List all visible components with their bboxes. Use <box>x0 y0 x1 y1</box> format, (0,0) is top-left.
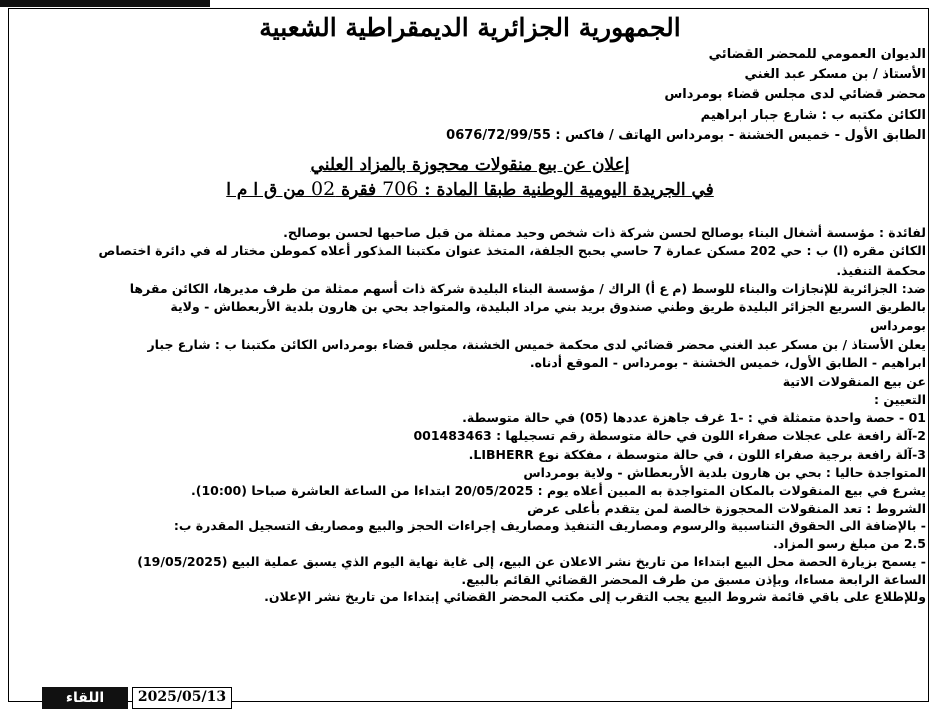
body-line: محكمة التنفيذ. <box>836 263 926 278</box>
office-address: الكائن مكتبه ب : شارع جبار ابراهيم <box>700 108 926 123</box>
body-line: ابراهيم - الطابق الأول، خميس الخشنة - بومرداس - الموقع أدناه. <box>529 355 926 370</box>
body-line: لفائدة : مؤسسة أشغال البناء بوصالح لحسن شركة ذات شخص وحيد ممثلة من قبل صاحبها لحسن بوصالح. <box>283 225 926 240</box>
announcement-title: إعلان عن بيع منقولات محجوزة بالمزاد العلني <box>310 155 630 175</box>
body-line: المتواجدة حاليا : بحي بن هارون بلدية الأربعطاش - ولاية بومرداس <box>523 465 926 480</box>
body-line: بالطريق السريع الجزائر البليدة طريق وطني صندوق بريد بني مراد البليدة، والمتواجد بحي بن هارون بلدية الأربعطاش - ولاية <box>170 299 926 314</box>
bailiff-name: الأستاذ / بن مسكر عبد الغني <box>744 67 926 82</box>
body-line: - يسمح بزيارة الحصة محل البيع ابتداءا من تاريخ نشر الاعلان عن البيع، إلى غاية نهاية اليوم الذي يسبق عملية البيع (19/05/2025) <box>137 554 926 569</box>
body-line: وللإطلاع على باقي قائمة شروط البيع يجب التقرب إلى مكتب المحضر القضائي إبتداءا من تاريخ نشر الإعلان. <box>264 589 926 604</box>
subtitle-post: من ق ا م ا <box>226 180 312 200</box>
body-line: 3-آلة رافعة برجية صفراء اللون ، في حالة متوسطة ، مفككة نوع LIBHERR. <box>468 447 926 462</box>
court-name: محضر قضائي لدى مجلس قضاء بومرداس <box>664 87 926 102</box>
body-line: 2-آلة رافعة على عجلات صفراء اللون في حالة متوسطة رقم تسجيلها : 001483463 <box>413 428 926 443</box>
paragraph-number: 02 <box>311 178 336 200</box>
body-line: عن بيع المنقولات الاتية <box>782 374 926 389</box>
body-line: يعلن الأستاذ / بن مسكر عبد الغني محضر قضائي لدى محكمة خميس الخشنة، مجلس قضاء بومرداس الكائن مكتبنا ب : شارع جبار <box>147 337 926 352</box>
body-line: 01 - حصة واحدة متمثلة في : -1 غرف جاهزة عددها (05) في حالة متوسطة. <box>462 410 926 425</box>
body-line: بومرداس <box>870 318 926 333</box>
body-line: الشروط : تعد المنقولات المحجوزة خالصة لمن يتقدم بأعلى عرض <box>527 501 926 516</box>
office-name: الديوان العمومي للمحضر القضائي <box>708 47 926 62</box>
publication-date: 2025/05/13 <box>132 687 232 709</box>
announcement-subtitle <box>0 178 940 200</box>
body-line: 2.5 من مبلغ رسو المزاد. <box>773 536 926 551</box>
article-number: 706 <box>382 178 419 200</box>
body-line: يشرع في بيع المنقولات بالمكان المتواجدة به المبين أعلاه يوم : 20/05/2025 ابتداءا من الساعة العاشرة صباحا (10:00). <box>190 483 926 498</box>
publication-name: اللقاء <box>42 687 128 709</box>
subtitle-mid: فقرة <box>335 180 383 200</box>
body-line: التعيين : <box>874 392 926 407</box>
body-line: - بالإضافة الى الحقوق التناسبية والرسوم ومصاريف التنفيذ ومصاريف إجراءات الحجز والبيع ومصاريف التسجيل المقدرة ب: <box>173 518 926 533</box>
body-line: ضد: الجزائرية للإنجازات والبناء للوسط (م ع أ) الراك / مؤسسة البناء البليدة شركة ذات أسهم ممثلة من طرف مديرها، الكائن مقرها <box>129 281 926 296</box>
top-bar <box>0 0 210 7</box>
page-title: الجمهورية الجزائرية الديمقراطية الشعبية <box>259 13 681 42</box>
body-line: الساعة الرابعة مساءا، وبإذن مسبق من طرف المحضر القضائي القائم بالبيع. <box>461 572 926 587</box>
floor-phone: الطابق الأول - خميس الخشنة - بومرداس الهاتف / فاكس : 0676/72/99/55 <box>446 128 926 143</box>
body-line: الكائن مقره (ا) ب : حي 202 مسكن عمارة 7 حاسي بحبح الجلفة، المتخذ عنوان مكتبنا المذكور أعلاه كموطن مختار له في دائرة اختصاص <box>98 243 926 258</box>
subtitle-pre: في الجريدة اليومية الوطنية طبقا المادة : <box>418 180 714 200</box>
